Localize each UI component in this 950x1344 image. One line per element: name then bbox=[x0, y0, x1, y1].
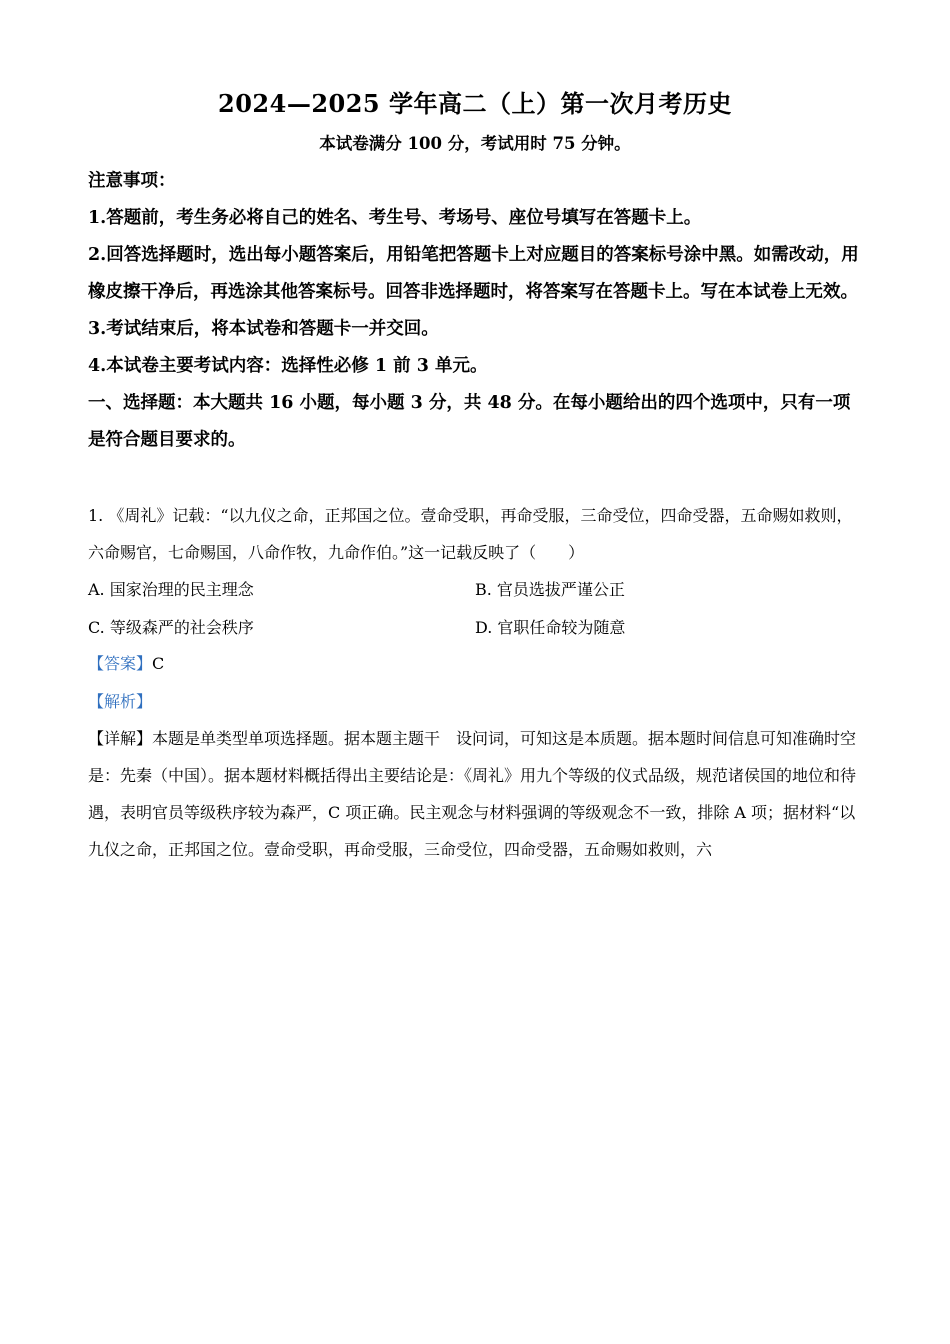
analysis-line bbox=[88, 690, 152, 714]
page-subtitle: 本试卷满分 100 分，考试用时 75 分钟。 bbox=[319, 134, 631, 153]
question-options bbox=[88, 571, 864, 647]
option-b: B. 官员选拔严谨公正 bbox=[475, 580, 625, 599]
notice-item: 3.考试结束后，将本试卷和答题卡一并交回。 bbox=[88, 319, 439, 339]
detail-text: 本题是单类型单项选择题。据本题主题干 设问词，可知这是本质题。据本题时间信息可知准确时空是：先秦（中国）。据本题材料概括得出主要结论是：《周礼》用九个等级的仪式品级，规范诸侯国的地位和待遇，表明官员等级秩序较为森严，C 项正确。民主观念与材料强调的等级观念不一致，排除 A 项；据材料“以九仪之命，正邦国之位。壹命受职，再命受服，三命受位，四命受器，五命赐如救则，六 bbox=[88, 729, 857, 859]
option-d: D. 官职任命较为随意 bbox=[475, 618, 626, 637]
answer-line bbox=[88, 652, 164, 676]
detail-section bbox=[88, 720, 864, 868]
detail-tag: 【详解】 bbox=[88, 729, 153, 748]
answer-value: C bbox=[152, 654, 165, 673]
page-title: 2024—2025 学年高二（上）第一次月考历史 bbox=[218, 89, 732, 118]
detail-paragraph bbox=[88, 720, 864, 868]
notice-heading: 注意事项： bbox=[88, 171, 176, 191]
answer-tag: 【答案】 bbox=[88, 654, 153, 673]
analysis-tag: 【解析】 bbox=[88, 692, 153, 711]
question-stem: 1. 《周礼》记载：“以九仪之命，正邦国之位。壹命受职，再命受服，三命受位，四命受器，五命赐如救则，六命赐官，七命赐国，八命作牧，九命作伯。”这一记载反映了（ ） bbox=[88, 506, 853, 562]
options-row bbox=[88, 609, 864, 647]
option-a: A. 国家治理的民主理念 bbox=[88, 580, 254, 599]
question-1 bbox=[88, 497, 864, 571]
notice-item: 1.答题前，考生务必将自己的姓名、考生号、考场号、座位号填写在答题卡上。 bbox=[88, 208, 702, 228]
options-row bbox=[88, 571, 864, 609]
notice-section bbox=[88, 163, 864, 459]
notice-item: 4.本试卷主要考试内容：选择性必修 1 前 3 单元。 bbox=[88, 356, 488, 376]
option-c: C. 等级森严的社会秩序 bbox=[88, 618, 254, 637]
notice-item: 2.回答选择题时，选出每小题答案后，用铅笔把答题卡上对应题目的答案标号涂中黑。如需改动，用橡皮擦干净后，再选涂其他答案标号。回答非选择题时，将答案写在答题卡上。写在本试卷上无效。 bbox=[88, 245, 859, 302]
section-heading: 一、选择题：本大题共 16 小题，每小题 3 分，共 48 分。在每小题给出的四个选项中，只有一项是符合题目要求的。 bbox=[88, 393, 851, 450]
